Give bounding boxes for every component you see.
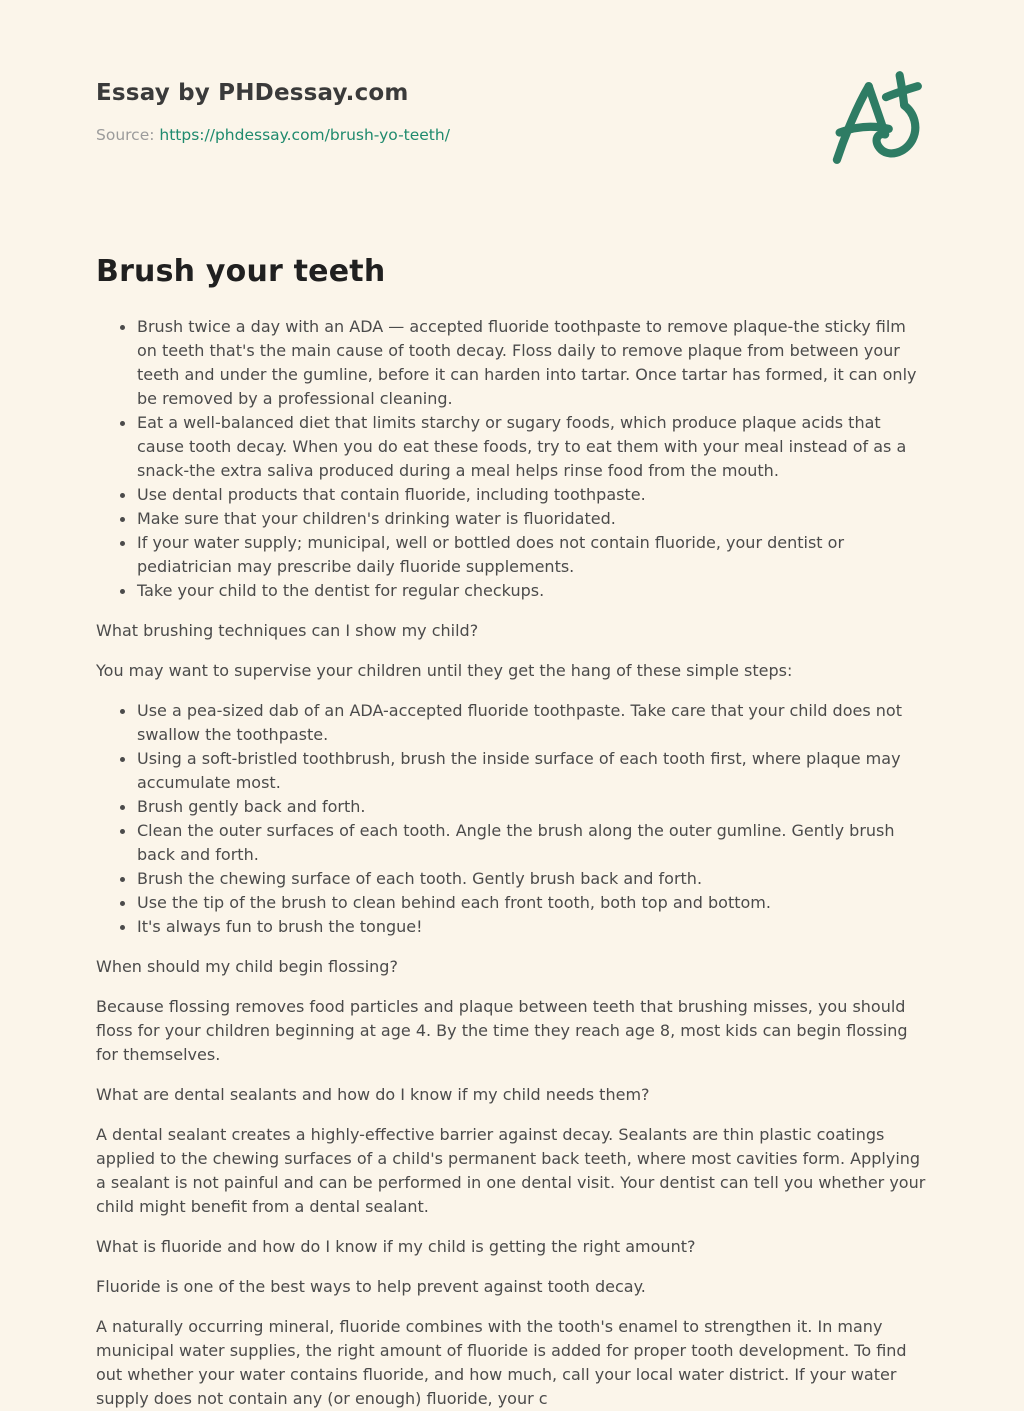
list-item: If your water supply; municipal, well or bottled does not contain fluoride, your dentist or pediatrician may prescribe daily fluoride supplements. bbox=[137, 531, 928, 579]
question-sealants: What are dental sealants and how do I know if my child needs them? bbox=[96, 1085, 650, 1104]
list-item: Use the tip of the brush to clean behind each front tooth, both top and bottom. bbox=[137, 891, 928, 915]
list-item: Use dental products that contain fluoride, including toothpaste. bbox=[137, 483, 928, 507]
paragraph-flossing-answer: Because flossing removes food particles and plaque between teeth that brushing misses, you should floss for your children beginning at age 4. By the time they reach age 8, most kids can begin flossing for themselves. bbox=[96, 997, 908, 1064]
list-item: Eat a well-balanced diet that limits starchy or sugary foods, which produce plaque acids that cause tooth decay. When you do eat these foods, try to eat them with your meal instead of as a snack-the extra saliva produced during a meal helps rinse food from the mouth. bbox=[137, 411, 928, 483]
essay-title: Brush your teeth bbox=[96, 254, 386, 289]
document-header-left bbox=[96, 72, 450, 144]
care-tips-list bbox=[96, 315, 928, 603]
paragraph-fluoride-detail-truncated: A naturally occurring mineral, fluoride combines with the tooth's enamel to strengthen it. In many municipal water supplies, the right amount of fluoride is added for proper tooth development. To find out whether your water contains fluoride, and how much, call your local water district. If your water supply does not contain any (or enough) fluoride, your c bbox=[96, 1317, 907, 1408]
site-title: Essay by PHDessay.com bbox=[96, 80, 409, 106]
document-header bbox=[96, 72, 928, 170]
paragraph-fluoride-answer: Fluoride is one of the best ways to help prevent against tooth decay. bbox=[96, 1277, 646, 1296]
a-plus-logo-icon bbox=[826, 66, 926, 170]
source-label: Source: bbox=[96, 126, 155, 144]
brushing-steps-list bbox=[96, 699, 928, 939]
list-item: Using a soft-bristled toothbrush, brush the inside surface of each tooth first, where plaque may accumulate most. bbox=[137, 747, 928, 795]
essay-content bbox=[96, 315, 928, 1411]
list-item: Brush twice a day with an ADA — accepted fluoride toothpaste to remove plaque-the sticky film on teeth that's the main cause of tooth decay. Floss daily to remove plaque from between your teeth and under the gumline, before it can harden into tartar. Once tartar has formed, it can only be removed by a professional cleaning. bbox=[137, 315, 928, 411]
source-link[interactable]: https://phdessay.com/brush-yo-teeth/ bbox=[159, 126, 450, 144]
list-item: It's always fun to brush the tongue! bbox=[137, 915, 928, 939]
question-flossing: When should my child begin flossing? bbox=[96, 957, 398, 976]
list-item: Use a pea-sized dab of an ADA-accepted fluoride toothpaste. Take care that your child does not swallow the toothpaste. bbox=[137, 699, 928, 747]
paragraph-supervise: You may want to supervise your children until they get the hang of these simple steps: bbox=[96, 661, 793, 680]
question-fluoride: What is fluoride and how do I know if my child is getting the right amount? bbox=[96, 1237, 696, 1256]
list-item: Clean the outer surfaces of each tooth. Angle the brush along the outer gumline. Gently brush back and forth. bbox=[137, 819, 928, 867]
question-brushing-techniques: What brushing techniques can I show my child? bbox=[96, 621, 479, 640]
list-item: Take your child to the dentist for regular checkups. bbox=[137, 579, 928, 603]
list-item: Make sure that your children's drinking water is fluoridated. bbox=[137, 507, 928, 531]
list-item: Brush the chewing surface of each tooth. Gently brush back and forth. bbox=[137, 867, 928, 891]
list-item: Brush gently back and forth. bbox=[137, 795, 928, 819]
source-line bbox=[96, 126, 450, 144]
paragraph-sealants-answer: A dental sealant creates a highly-effective barrier against decay. Sealants are thin plastic coatings applied to the chewing surfaces of a child's permanent back teeth, where most cavities form. Applying a sealant is not painful and can be performed in one dental visit. Your dentist can tell you whether your child might benefit from a dental sealant. bbox=[96, 1125, 926, 1216]
